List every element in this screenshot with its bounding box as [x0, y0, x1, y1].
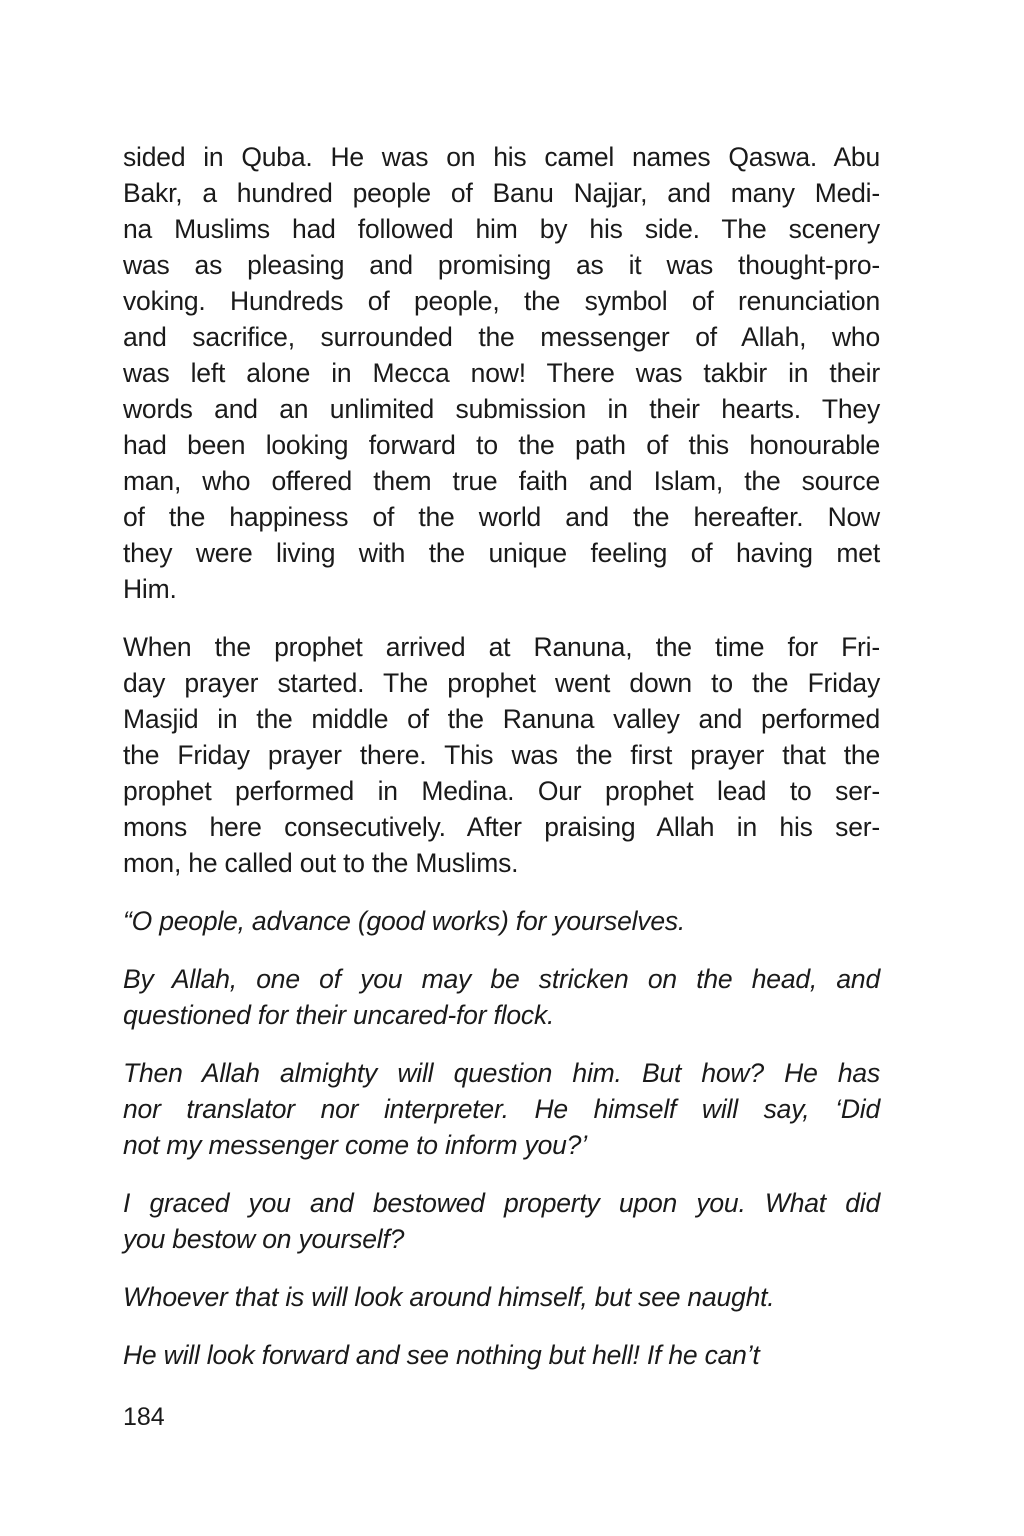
- text-line: sided in Quba. He was on his camel names Qaswa. Abu: [123, 142, 880, 172]
- page-number: 184: [123, 1403, 165, 1431]
- text-line: Masjid in the middle of the Ranuna valley and performed: [123, 704, 880, 734]
- body-paragraph: [123, 629, 880, 881]
- quote-paragraph: [123, 1279, 880, 1315]
- text-line: Whoever that is will look around himself, but see naught.: [123, 1282, 775, 1312]
- text-line: had been looking forward to the path of this honourable: [123, 430, 880, 460]
- text-line: mons here consecutively. After praising Allah in his ser-: [123, 812, 880, 842]
- text-line: and sacrifice, surrounded the messenger of Allah, who: [123, 322, 880, 352]
- text-line: By Allah, one of you may be stricken on the head, and: [123, 964, 880, 994]
- text-line: voking. Hundreds of people, the symbol of renunciation: [123, 286, 880, 316]
- text-line: When the prophet arrived at Ranuna, the time for Fri-: [123, 632, 880, 662]
- quote-paragraph: [123, 903, 880, 939]
- text-line: the Friday prayer there. This was the first prayer that the: [123, 740, 880, 770]
- text-line: man, who offered them true faith and Islam, the source: [123, 466, 880, 496]
- quote-paragraph: [123, 961, 880, 1033]
- text-line: Then Allah almighty will question him. But how? He has: [123, 1058, 880, 1088]
- text-line: “O people, advance (good works) for yourselves.: [123, 906, 686, 936]
- text-line: words and an unlimited submission in their hearts. They: [123, 394, 880, 424]
- quote-paragraph: [123, 1055, 880, 1163]
- quote-paragraph: [123, 1337, 880, 1373]
- text-line: He will look forward and see nothing but hell! If he can’t: [123, 1340, 760, 1370]
- body-paragraph: [123, 139, 880, 607]
- text-line: na Muslims had followed him by his side. The scenery: [123, 214, 880, 244]
- text-line: Bakr, a hundred people of Banu Najjar, and many Medi-: [123, 178, 880, 208]
- text-line: questioned for their uncared-for flock.: [123, 1000, 555, 1030]
- text-line: day prayer started. The prophet went down to the Friday: [123, 668, 880, 698]
- text-line: not my messenger come to inform you?’: [123, 1130, 587, 1160]
- text-line: was left alone in Mecca now! There was takbir in their: [123, 358, 880, 388]
- text-line: prophet performed in Medina. Our prophet lead to ser-: [123, 776, 880, 806]
- quote-paragraph: [123, 1185, 880, 1257]
- text-line: they were living with the unique feeling of having met: [123, 538, 880, 568]
- page-text-block: [123, 139, 880, 1433]
- text-line: nor translator nor interpreter. He himself will say, ‘Did: [123, 1094, 880, 1124]
- text-line: I graced you and bestowed property upon you. What did: [123, 1188, 880, 1218]
- text-line: of the happiness of the world and the hereafter. Now: [123, 502, 880, 532]
- text-line: was as pleasing and promising as it was thought-pro-: [123, 250, 880, 280]
- text-line: Him.: [123, 574, 177, 604]
- text-line: mon, he called out to the Muslims.: [123, 848, 519, 878]
- text-line: you bestow on yourself?: [123, 1224, 405, 1254]
